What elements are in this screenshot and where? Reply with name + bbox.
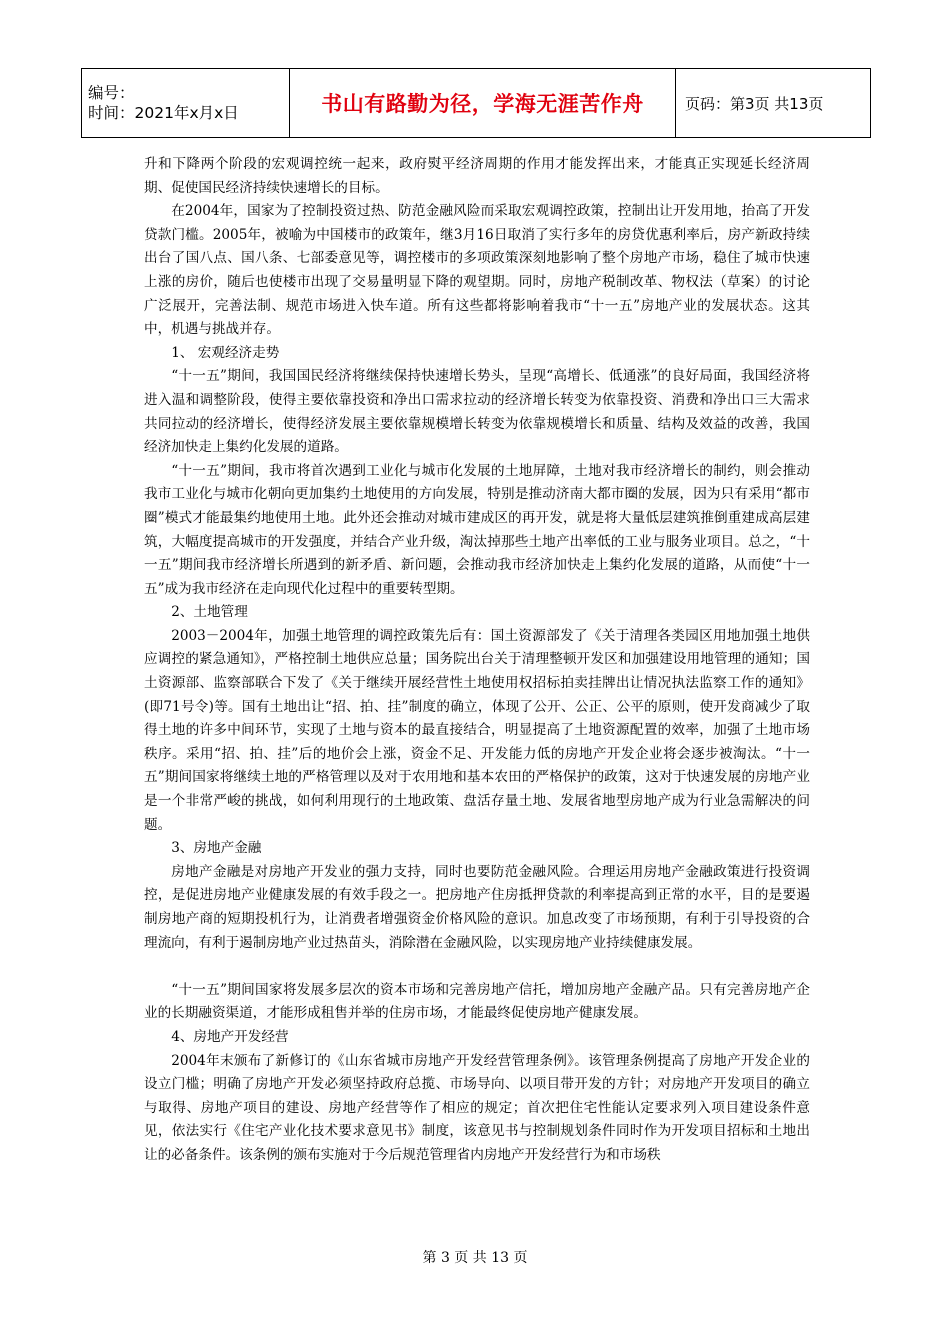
body-paragraph: “十一五”期间，我国国民经济将继续保持快速增长势头，呈现“高增长、低通涨”的良好局面，我国经济将进入温和调整阶段，使得主要依靠投资和净出口需求拉动的经济增长转变为依靠投资、消费和净出口三大需求共同拉动的经济增长，使得经济发展主要依靠规模增长转变为依靠规模增长和质量、结构及效益的改善，我国经济加快走上集约化发展的道路。	[144, 368, 810, 456]
body-paragraph: 3、房地产金融	[171, 840, 262, 857]
body-paragraph: 2003－2004年，加强土地管理的调控政策先后有：国土资源部发了《关于清理各类园区用地加强土地供应调控的紧急通知》，严格控制土地供应总量；国务院出台关于清理整顿开发区和加强建设用地管理的通知；国土资源部、监察部联合下发了《关于继续开展经营性土地使用权招标拍卖挂牌出让情况执法监察工作的通知》(即71号令)等。国有土地出让“招、拍、挂”制度的确立，体现了公开、公正、公平的原则，使开发商减少了取得土地的许多中间环节，实现了土地与资本的最直接结合，明显提高了土地资源配置的效率，加强了土地市场秩序。采用“招、拍、挂”后的地价会上涨，资金不足、开发能力低的房地产开发企业将会逐步被淘汰。“十一五”期间国家将继续土地的严格管理以及对于农用地和基本农田的严格保护的政策，这对于快速发展的房地产业是一个非常严峻的挑战，如何利用现行的土地政策、盘活存量土地、发展省地型房地产成为行业急需解决的问题。	[144, 627, 810, 833]
header-meta	[82, 69, 290, 138]
body-paragraph: 4、房地产开发经营	[171, 1028, 289, 1045]
page-footer: 第 3 页 共 13 页	[422, 1250, 528, 1266]
document-body	[144, 153, 810, 1168]
body-paragraph: 2004年末颁布了新修订的《山东省城市房地产开发经营管理条例》。该管理条例提高了房地产开发企业的设立门槛；明确了房地产开发必须坚持政府总揽、市场导向、以项目带开发的方针；对房地产开发项目的确立与取得、房地产项目的建设、房地产经营等作了相应的规定；首次把住宅性能认定要求列入项目建设条件意见，依法实行《住宅产业化技术要求意见书》制度，该意见书与控制规划条件同时作为开发项目招标和土地出让的必备条件。该条例的颁布实施对于今后规范管理省内房地产开发经营行为和市场秩	[144, 1052, 810, 1163]
document-date: 时间：2021年x月x日	[88, 104, 239, 122]
header-page-info: 页码：第3页 共13页	[676, 69, 871, 138]
body-paragraph: “十一五”期间，我市将首次遇到工业化与城市化发展的土地屏障，土地对我市经济增长的制约，则会推动我市工业化与城市化朝向更加集约土地使用的方向发展，特别是推动济南大都市圈的发展，因为只有采用“都市圈”模式才能最集约地使用土地。此外还会推动对城市建成区的再开发，就是将大量低层建筑推倒重建成高层建筑，大幅度提高城市的开发强度，并结合产业升级，淘汰掉那些土地产出率低的工业与服务业项目。总之，“十一五”期间我市经济增长所遇到的新矛盾、新问题，会推动我市经济加快走上集约化发展的道路，从而使“十一五”成为我市经济在走向现代化过程中的重要转型期。	[144, 462, 810, 597]
body-paragraph: 房地产金融是对房地产开发业的强力支持，同时也要防范金融风险。合理运用房地产金融政策进行投资调控，是促进房地产业健康发展的有效手段之一。把房地产住房抵押贷款的利率提高到正常的水平，目的是要遏制房地产商的短期投机行为，让消费者增强资金价格风险的意识。加息改变了市场预期，有利于引导投资的合理流向，有利于遏制房地产业过热苗头，消除潜在金融风险，以实现房地产业持续健康发展。	[144, 863, 810, 951]
body-paragraph: “十一五”期间国家将发展多层次的资本市场和完善房地产信托，增加房地产金融产品。只有完善房地产企业的长期融资渠道，才能形成租售并举的住房市场，才能最终促使房地产健康发展。	[144, 981, 810, 1022]
body-paragraph: 1、 宏观经济走势	[171, 344, 280, 361]
body-paragraph: 升和下降两个阶段的宏观调控统一起来，政府熨平经济周期的作用才能发挥出来，才能真正实现延长经济周期、促使国民经济持续快速增长的目标。	[144, 156, 810, 196]
body-paragraph: 2、土地管理	[171, 604, 248, 621]
document-number-label: 编号：	[88, 84, 135, 102]
page-header	[81, 68, 871, 138]
header-motto: 书山有路勤为径，学海无涯苦作舟	[290, 69, 676, 138]
body-paragraph: 在2004年，国家为了控制投资过热、防范金融风险而采取宏观调控政策，控制出让开发用地，抬高了开发贷款门槛。2005年，被喻为中国楼市的政策年，继3月16日取消了实行多年的房贷优惠利率后，房产新政持续出台了国八点、国八条、七部委意见等，调控楼市的多项政策深刻地影响了整个房地产市场，稳住了城市快速上涨的房价，随后也使楼市出现了交易量明显下降的观望期。同时，房地产税制改革、物权法（草案）的讨论广泛展开，完善法制、规范市场进入快车道。所有这些都将影响着我市“十一五”房地产业的发展状态。这其中，机遇与挑战并存。	[144, 203, 810, 338]
